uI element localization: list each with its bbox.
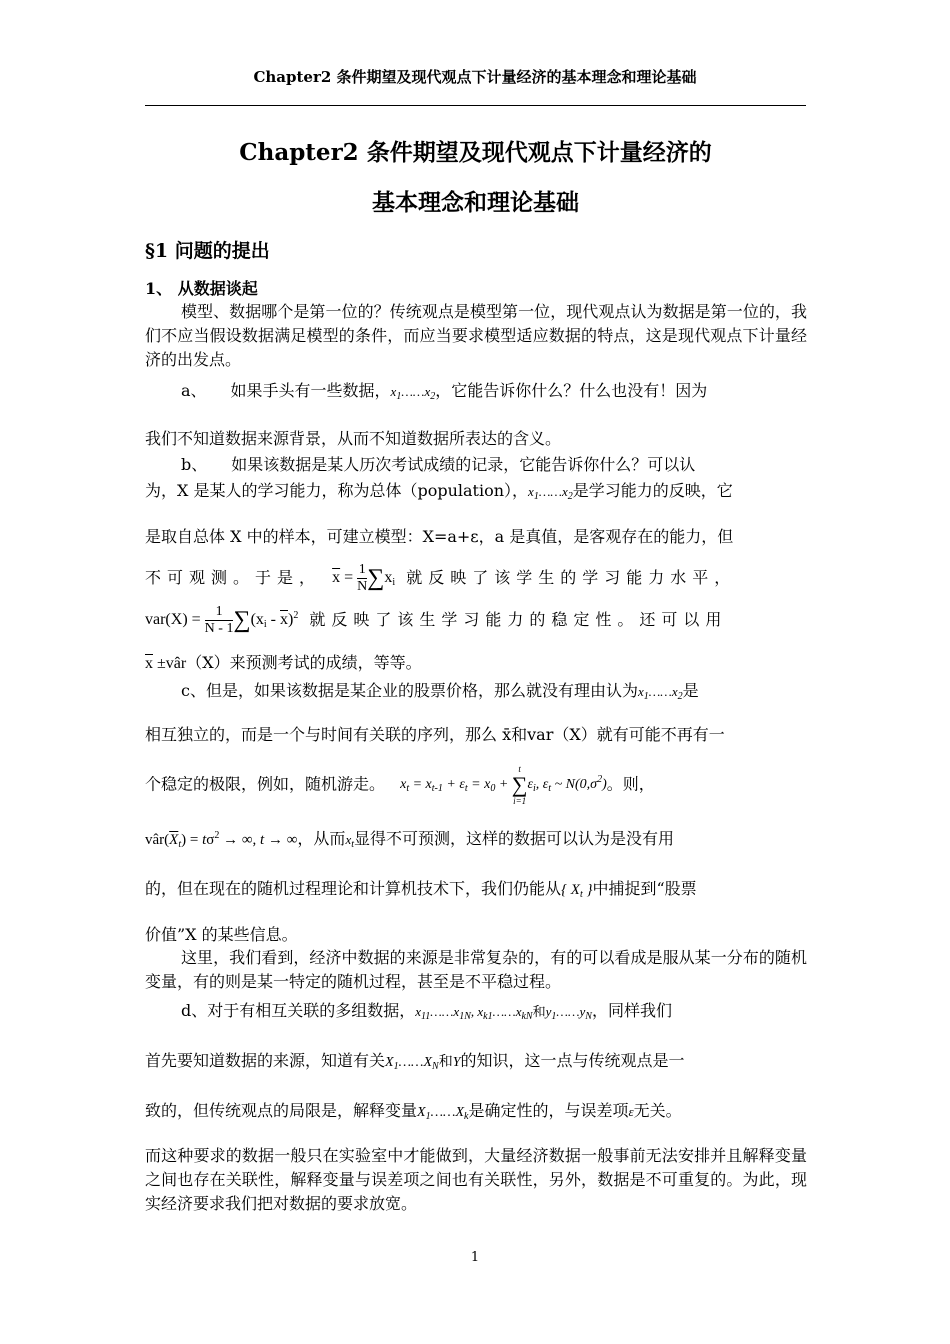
para-d-text-3a: 致的，但传统观点的局限是，解释变量 (145, 1101, 418, 1120)
para-d-text-1a: d、对于有相互关联的多组数据， (181, 1001, 416, 1020)
formula-x1-x2-c: $x_1\dots\dots x_2$ (637, 684, 683, 702)
para-c-line-1 (145, 678, 807, 702)
chapter-title-line-1: Chapter2 条件期望及现代观点下计量经济的 (239, 139, 712, 166)
para-b-line-1: b、 如果该数据是某人历次考试成绩的记录，它能告诉你什么？可以认 (181, 455, 696, 474)
formula-random-walk: $x_t = x_{t-1} + \varepsilon_t = x_0$ + t ∑ i=1 $\varepsilon_i$, $\varepsilon_t$ ~ $N(0,\sigma^2)$ (400, 764, 607, 806)
para-d-line-1 (145, 998, 807, 1022)
formula-x1-x2-b: $x_1\dots\dots x_2$ (528, 484, 573, 502)
section-heading: §1 问题的提出 (145, 240, 270, 262)
para-b-line-3: 是取自总体 X 中的样本，可建立模型：X=a+ε，a 是真值，是客观存在的能力，但 (145, 527, 734, 546)
para-b-text-5b: 就反映了该生学习能力的稳定性。还可以用 (309, 610, 728, 629)
formula-var-xt: $vâr(\overline{X}_t) = t\sigma^2$ → ∞, t → ∞ (145, 830, 298, 850)
para-c-text-4b: 显得不可预测，这样的数据可以认为是没有用 (354, 829, 675, 848)
para-d-text-1b: ，同样我们 (591, 1001, 672, 1020)
para-c-text-5a: 的，但在现在的随机过程理论和计算机技术下，我们仍能从 (145, 879, 562, 898)
formula-xt: $x_t$ (345, 832, 354, 850)
para-d-text-2a: 首先要知道数据的来源，知道有关 (145, 1051, 386, 1070)
formula-data-groups: $x_{11}\dots\dots x_{1N}$, $x_{k1}\dots\dots x_{kN}$和$y_1\dots\dots y_N$ (415, 1004, 592, 1022)
paragraph-here: 这里，我们看到，经济中数据的来源是非常复杂的，有的可以看成是服从某一分布的随机变量，有的则是某一特定的随机过程，甚至是不平稳过程。 (145, 948, 807, 991)
para-b-text-2b: 是学习能力的反映，它 (572, 481, 733, 500)
para-b-text-4a: 不可观测。于是， (145, 568, 322, 587)
para-d-line-3 (145, 1098, 807, 1122)
para-b-text-4b: 就反映了该学生的学习能力水平， (406, 568, 737, 587)
formula-set-xt: { $X_t$ } (561, 882, 593, 900)
chapter-title-line-2: 基本理念和理论基础 (372, 189, 579, 216)
para-a-line-2: 我们不知道数据来源背景，从而不知道数据所表达的含义。 (145, 429, 562, 448)
para-c-line-3 (145, 764, 807, 806)
formula-mean: $\overline{x}$ = $\frac{1}{N}$ $\sum x_i$ (332, 562, 396, 594)
header-rule (145, 105, 806, 106)
para-d-text-2b: 的知识，这一点与传统观点是一 (460, 1051, 685, 1070)
para-b-text-2a: 为，X 是某人的学习能力，称为总体（population）， (145, 481, 529, 500)
para-c-text-4a: ，从而 (297, 829, 346, 848)
para-b-line-2 (145, 478, 807, 502)
formula-X1-Xk: $X_1\dots\dots X_k$ (417, 1105, 469, 1122)
para-c-line-5 (145, 876, 807, 900)
para-a-text-1: a、 如果手头有一些数据， (181, 381, 391, 400)
para-c-text-1a: c、但是，如果该数据是某企业的股票价格，那么就没有理由认为 (181, 681, 638, 700)
para-b-line-6 (145, 650, 807, 673)
para-a-text-2: ，它能告诉你什么？什么也没有！因为 (435, 381, 708, 400)
para-c-text-1b: 是 (682, 681, 699, 700)
para-b-line-5 (145, 604, 807, 637)
para-d-text-3b: 是确定性的，与误差项 (468, 1101, 629, 1120)
para-c-line-6: 价值”X 的某些信息。 (145, 925, 298, 944)
para-b-text-6: （X）来预测考试的成绩，等等。 (186, 653, 422, 672)
para-c-line-2: 相互独立的，而是一个与时间有关联的序列，那么 x̄和var（X）就有可能不再有一 (145, 725, 725, 744)
formula-X-Y: $X_1\dots\dots X_N$和Y (385, 1055, 461, 1072)
page-number: 1 (470, 1250, 480, 1265)
para-d-line-2 (145, 1048, 807, 1072)
para-c-text-3a: 个稳定的极限，例如，随机游走。 (145, 774, 386, 794)
para-b-line-4 (145, 562, 807, 595)
formula-predict: $\overline{x}$ ±vâr (145, 655, 187, 672)
formula-variance: var(X) = $\frac{1}{N - 1}$ $\sum(x_i - \overline{x})^2$ (145, 604, 299, 636)
intro-paragraph: 模型、数据哪个是第一位的？传统观点是模型第一位，现代观点认为数据是第一位的，我们不应当假设数据满足模型的条件，而应当要求模型适应数据的特点，这是现代观点下计量经济的出发点。 (145, 302, 807, 369)
para-d-text-3c: 无关。 (633, 1101, 682, 1120)
para-a-line-1 (145, 378, 807, 402)
para-c-line-4 (145, 826, 807, 850)
para-c-text-5b: 中捕捉到“股票 (592, 879, 697, 898)
paragraph-last: 而这种要求的数据一般只在实验室中才能做到，大量经济数据一般事前无法安排并且解释变量之间也存在关联性，解释变量与误差项之间也有关联性，另外，数据是不可重复的。为此，现实经济要求我们把对数据的要求放宽。 (145, 1146, 807, 1213)
subsection-heading: 1、 从数据谈起 (145, 279, 258, 298)
formula-epsilon: ε (628, 1104, 634, 1119)
formula-x1-x2: $x_1\dots\dots x_2$ (390, 384, 436, 402)
para-c-text-3b: 。则， (606, 774, 655, 794)
running-header: Chapter2 条件期望及现代观点下计量经济的基本理念和理论基础 (253, 68, 697, 86)
